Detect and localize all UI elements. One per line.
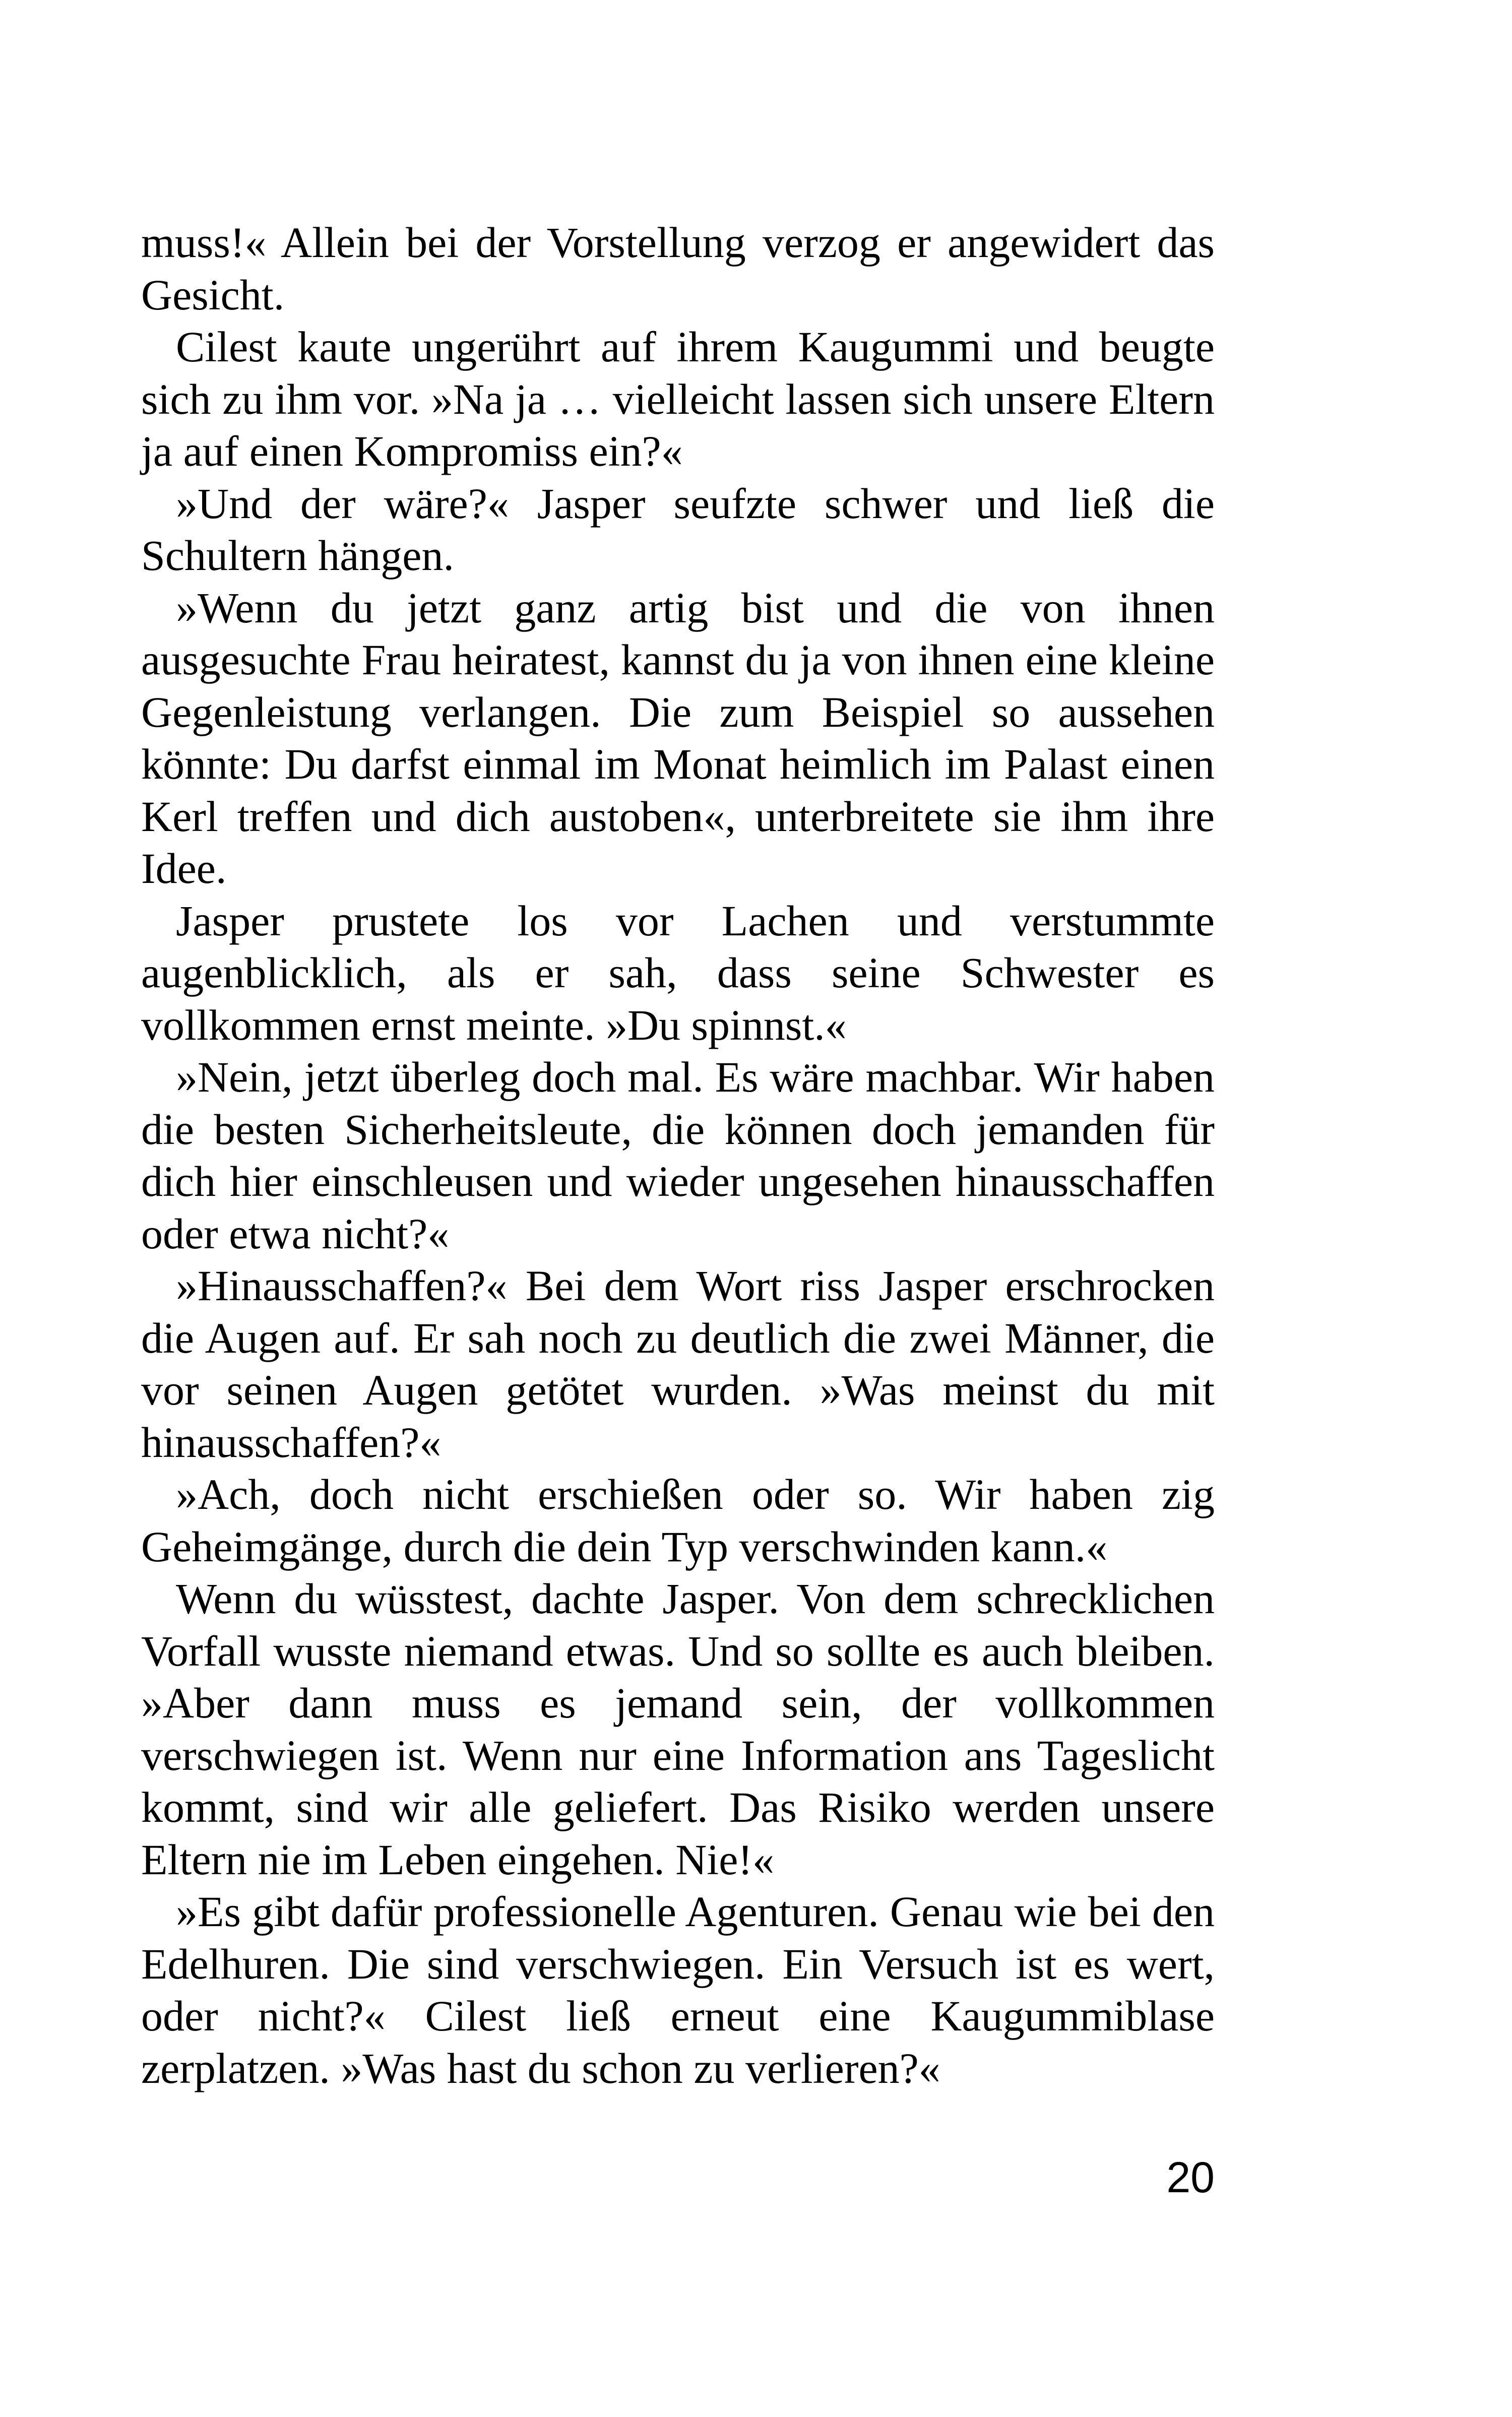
paragraph-5: Jasper prustete los vor Lachen und verstummte augenblicklich, als er sah, dass seine Schwester es vollkommen ernst meinte. »Du spinnst.« <box>141 896 1215 1049</box>
paragraph-10: »Es gibt dafür professionelle Agenturen. Genau wie bei den Edelhuren. Die sind verschwiegen. Ein Versuch ist es wert, oder nicht?« Cilest ließ erneut eine Kaugummiblase zerplatzen. »Was hast du schon zu verlieren?« <box>141 1887 1215 2092</box>
paragraph-4: »Wenn du jetzt ganz artig bist und die von ihnen ausgesuchte Frau heiratest, kannst du ja von ihnen eine kleine Gegenleistung verlangen. Die zum Beispiel so aussehen könnte: Du darfst einmal im Monat heimlich im Palast einen Kerl treffen und dich austoben«, unterbreitete sie ihm ihre Idee. <box>141 583 1215 893</box>
paragraph-1: muss!« Allein bei der Vorstellung verzog er angewidert das Gesicht. <box>141 218 1215 319</box>
paragraph-9: Wenn du wüsstest, dachte Jasper. Von dem schrecklichen Vorfall wusste niemand etwas. Und so sollte es auch bleiben. »Aber dann muss es jemand sein, der vollkommen verschwiegen ist. Wenn nur eine Information ans Tageslicht kommt, sind wir alle geliefert. Das Risiko werden unsere Eltern nie im Leben eingehen. Nie!« <box>141 1574 1215 1884</box>
paragraph-3: »Und der wäre?« Jasper seufzte schwer und ließ die Schultern hängen. <box>141 479 1215 580</box>
paragraph-6: »Nein, jetzt überleg doch mal. Es wäre machbar. Wir haben die besten Sicherheitsleute, die können doch jemanden für dich hier einschleusen und wieder ungesehen hinausschaffen oder etwa nicht?« <box>141 1053 1215 1258</box>
page-number: 20 <box>1166 2153 1215 2202</box>
paragraph-2: Cilest kaute ungerührt auf ihrem Kaugummi und beugte sich zu ihm vor. »Na ja … vielleicht lassen sich unsere Eltern ja auf einen Kompromiss ein?« <box>141 323 1215 475</box>
paragraph-8: »Ach, doch nicht erschießen oder so. Wir haben zig Geheimgänge, durch die dein Typ verschwinden kann.« <box>141 1470 1215 1571</box>
paragraph-7: »Hinausschaffen?« Bei dem Wort riss Jasper erschrocken die Augen auf. Er sah noch zu deutlich die zwei Männer, die vor seinen Augen getötet wurden. »Was meinst du mit hinausschaffen?« <box>141 1261 1215 1467</box>
body-text <box>141 217 1215 2094</box>
